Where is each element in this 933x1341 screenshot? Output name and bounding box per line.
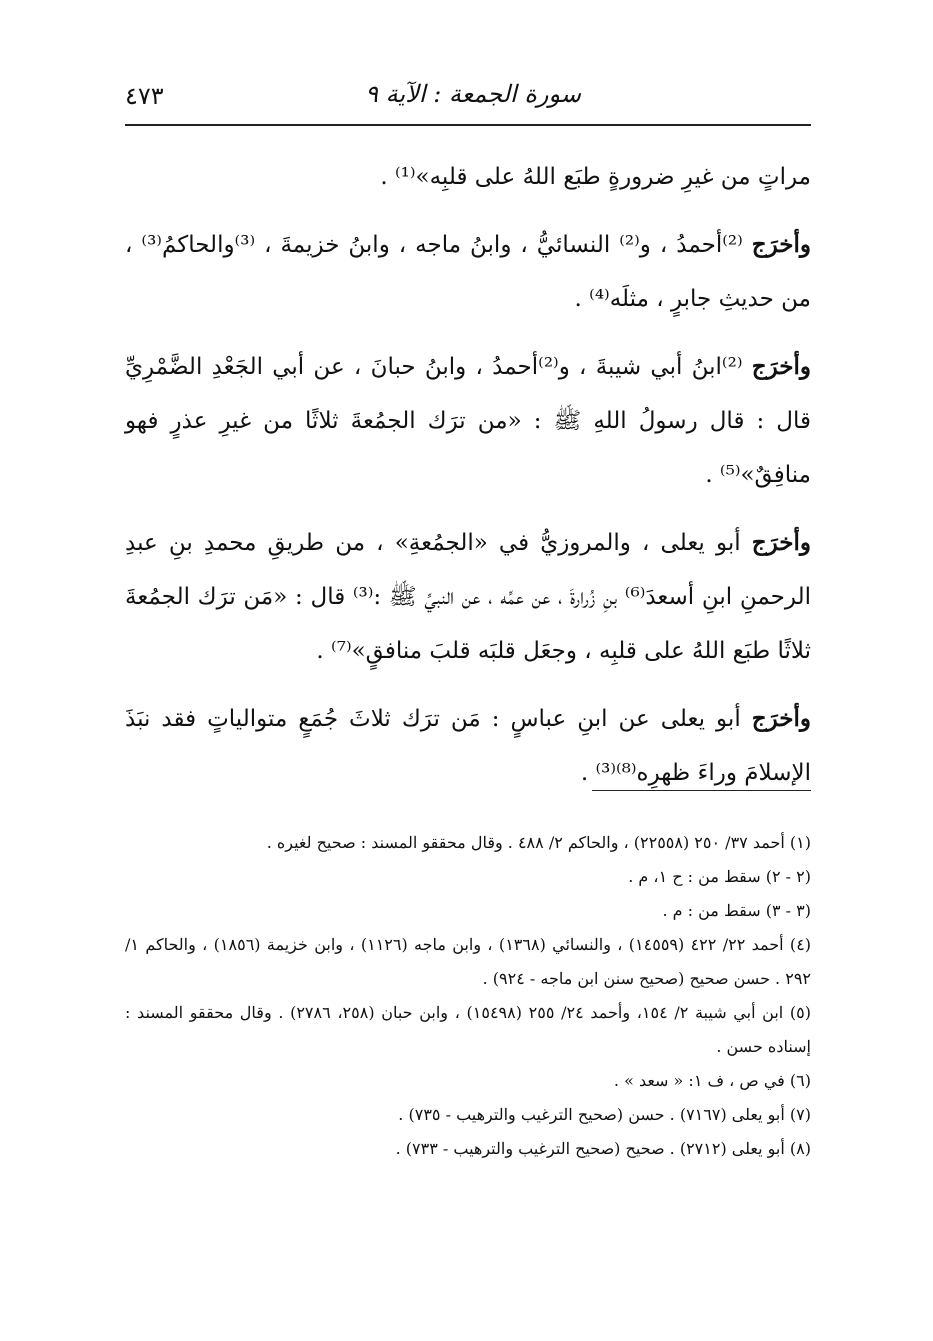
footnote: (٣ - ٣) سقط من : م . (662, 901, 811, 920)
page-header (125, 74, 811, 118)
paragraph-text: مراتٍ من غيرِ ضرورةٍ طبَع اللهُ على قلبِه»⁽¹⁾ . (380, 164, 811, 190)
footnote: (٥) ابن أبي شيبة ٢/ ١٥٤، وأحمد ٢٤/ ٢٥٥ (١٥٤٩٨) ، وابن حبان (٢٥٨، ٢٧٨٦) . وقال محققو المسند : إسناده حسن . (125, 1003, 812, 1056)
paragraph (125, 218, 811, 326)
paragraph (125, 340, 811, 502)
surah-title: سورة الجمعة : الآية ٩ (365, 80, 581, 108)
paragraph-text: ⁽²⁾ابنُ أبي شيبةَ ، و⁽²⁾أحمدُ ، وابنُ حبانَ ، عن أبي الجَعْدِ الضَّمْرِيِّ قال : قال رسولُ اللهِ ﷺ : «من ترَك الجمُعةَ ثلاثًا من غيرِ عذرٍ فهو منافِقٌ»⁽⁵⁾ . (125, 354, 811, 488)
paragraph-text: أبو يعلى عن ابنِ عباسٍ : مَن ترَك ثلاثَ جُمَعٍ متوالياتٍ فقد نبَذَ الإسلامَ وراءَ ظهرِه⁽⁸⁾⁽³⁾ . (125, 706, 811, 786)
paragraph (125, 150, 811, 204)
paragraph (125, 692, 811, 800)
footnote: (٢ - ٢) سقط من : ح ١، م . (628, 867, 811, 886)
main-text (125, 150, 811, 814)
paragraph-text: أبو يعلى ، والمروزيُّ في «الجمُعةِ» ، من طريقِ محمدِ بنِ عبدِ الرحمنِ ابنِ أسعدَ⁽⁶⁾ بنِ زُرارةَ ، عن عمِّه ، عن النبيِّ ﷺ :⁽³⁾ قال : «مَن ترَك الجمُعةَ ثلاثًا طبَع اللهُ على قلبِه ، وجعَل قلبَه قلبَ منافقٍ»⁽⁷⁾ . (125, 530, 811, 664)
footnote: (٤) أحمد ٢٢/ ٤٢٢ (١٤٥٥٩) ، والنسائي (١٣٦٨) ، وابن ماجه (١١٢٦) ، وابن خزيمة (١٨٥٦) ، والحاكم ١/ ٢٩٢ . حسن صحيح (صحيح سنن ابن ماجه - ٩٢٤) . (125, 935, 812, 988)
footnote: (١) أحمد ٣٧/ ٢٥٠ (٢٢٥٥٨) ، والحاكم ٢/ ٤٨٨ . وقال محققو المسند : صحيح لغيره . (266, 833, 811, 852)
paragraph (125, 516, 811, 678)
paragraph-text: ⁽²⁾أحمدُ ، و⁽²⁾ النسائيُّ ، وابنُ ماجه ، وابنُ خزيمةَ ، ⁽³⁾والحاكمُ⁽³⁾ ، من حديثِ جابرٍ ، مثلَه⁽⁴⁾ . (125, 232, 811, 312)
footnote: (٦) في ص ، ف ١: « سعد » . (613, 1071, 811, 1090)
header-divider (125, 124, 811, 126)
page-number: ٤٧٣ (125, 82, 164, 110)
footnote: (٧) أبو يعلى (٧١٦٧) . حسن (صحيح الترغيب والترهيب - ٧٣٥) . (398, 1105, 811, 1124)
footnote-divider (592, 790, 811, 791)
paragraph-lead: وأخرَج (751, 353, 811, 380)
paragraph-lead: وأخرَج (751, 231, 811, 258)
footnote: (٨) أبو يعلى (٢٧١٢) . صحيح (صحيح الترغيب والترهيب - ٧٣٣) . (395, 1139, 811, 1158)
paragraph-lead: وأخرَج (751, 705, 811, 732)
footnotes (125, 826, 811, 1166)
paragraph-lead: وأخرَج (751, 529, 811, 556)
